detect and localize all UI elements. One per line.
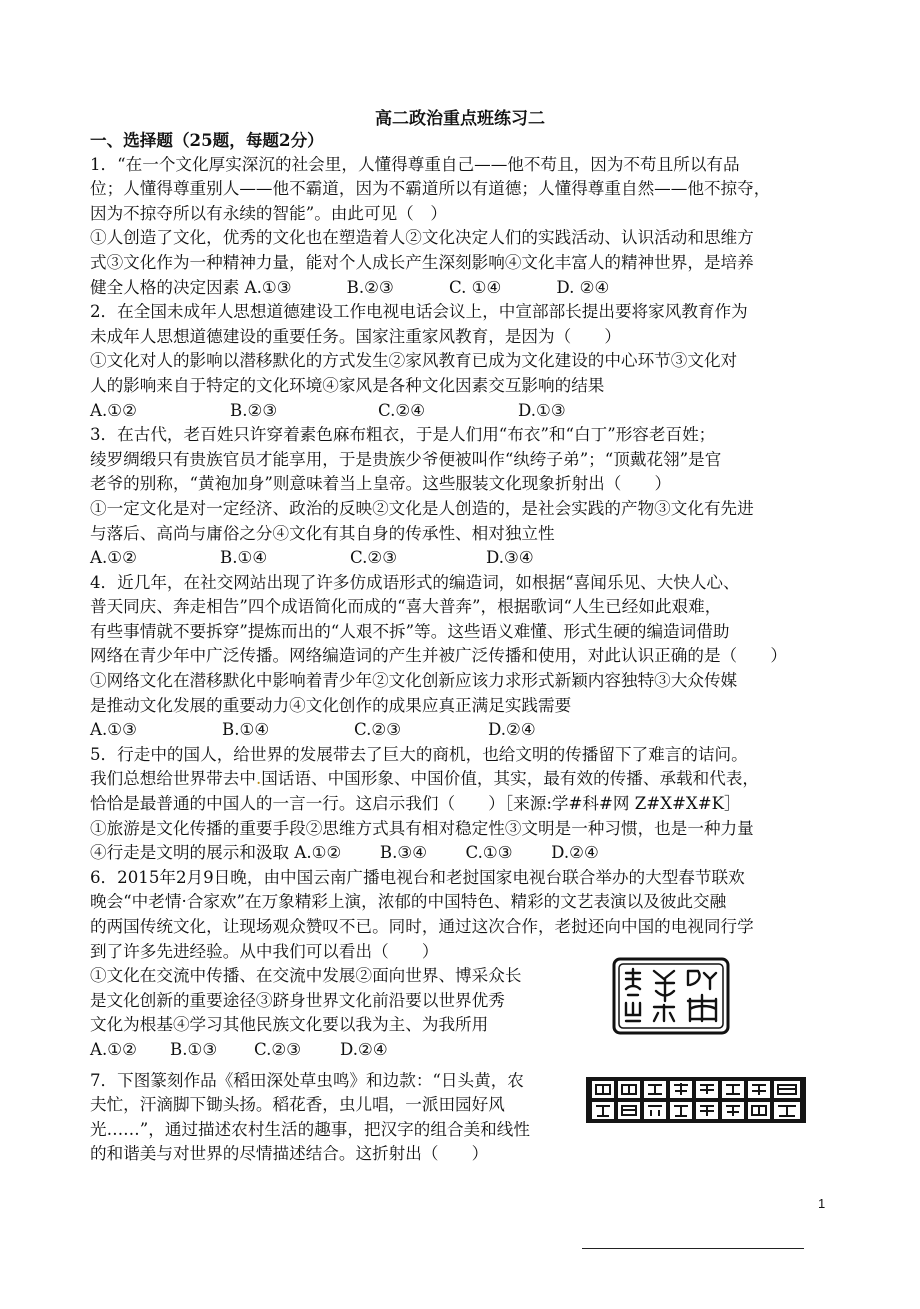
question-text: 夫忙，汗滴脚下锄头扬。稻花香，虫儿唱，一派田园好风 <box>90 1095 505 1115</box>
text-segment: 我们总想给世界带去中 <box>90 769 256 789</box>
question-text: 有些事情就不要拆穿”提炼而出的“人艰不拆”等。这些语义难懂、形式生硬的编造词借助 <box>90 621 730 641</box>
option-d: D.①③ <box>518 400 566 420</box>
answer-options <box>90 1038 830 1063</box>
question-3 <box>90 423 830 571</box>
page-number: 1 <box>818 1196 826 1211</box>
question-text: 恰恰是最普通的中国人的一言一行。这启示我们（ ）［来源:学#科#网 Z#X#X#K］ <box>90 794 741 814</box>
answer-options <box>90 718 830 743</box>
question-1 <box>90 153 830 301</box>
text-segment: 国话语、中国形象、中国价值，其实，最有效的传播、承载和代表， <box>261 769 760 789</box>
question-text: 的两国传统文化，让现场观众赞叹不已。同时，通过这次合作，老挝还向中国的电视同行学 <box>90 917 754 936</box>
question-text: 5．行走中的国人，给世界的发展带去了巨大的商机，也给文明的传播留下了难言的诘问。 <box>90 744 748 764</box>
option-b: B.①④ <box>222 720 270 740</box>
question-5 <box>90 743 830 866</box>
statement-text: ①人创造了文化，优秀的文化也在塑造着人②文化决定人们的实践活动、认识活动和思维方 <box>90 228 754 248</box>
option-d: D.②④ <box>340 1039 388 1059</box>
question-4 <box>90 571 830 743</box>
image-baseline-rule <box>582 1248 804 1249</box>
edit-marker: . <box>255 769 262 789</box>
question-text: 老爷的别称，“黄袍加身”则意味着当上皇帝。这些服装文化现象折射出（ ） <box>90 474 672 494</box>
question-text: 1．“在一个文化厚实深沉的社会里，人懂得尊重自己——他不苟且，因为不苟且所以有品 <box>90 154 740 174</box>
seal-carving-image <box>610 955 732 1037</box>
statement-options-text: ④行走是文明的展示和汲取 A.①② B.③④ C.①③ D.②④ <box>90 843 599 863</box>
question-text: 4．近几年，在社交网站出现了许多仿成语形式的编造词，如根据“喜闻乐见、大快人心、 <box>90 572 740 592</box>
question-text: 绫罗绸缎只有贵族官员才能享用，于是贵族少爷便被叫作“纨绔子弟”；“顶戴花翎”是官 <box>90 449 722 469</box>
question-text: 3．在古代，老百姓只许穿着素色麻布粗衣，于是人们用“布衣”和“白丁”形容老百姓； <box>90 425 716 445</box>
question-text: 6．2015年2月9日晚，由中国云南广播电视台和老挝国家电视台联合举办的大型春节联欢 <box>90 867 745 887</box>
option-c: C.②③ <box>254 1039 302 1059</box>
statement-text: ①文化在交流中传播、在交流中发展②面向世界、博采众长 <box>90 966 522 986</box>
option-b: B.①③ <box>170 1039 218 1059</box>
question-text: 到了许多先进经验。从中我们可以看出（ ） <box>90 941 439 961</box>
option-a: A.①② <box>90 400 138 420</box>
section-heading: 一、选择题（25题，每题2分） <box>90 130 324 150</box>
option-d: D.③④ <box>486 548 534 568</box>
statement-text: 式③文化作为一种精神力量，能对个人成长产生深刻影响④文化丰富人的精神世界，是培养 <box>90 252 754 272</box>
question-text: 因为不掠夺所以有永续的智能”。由此可见（ ） <box>90 203 447 223</box>
option-d: D.②④ <box>488 720 536 740</box>
option-a: A.①③ <box>90 720 138 740</box>
option-a: A.①② <box>90 548 138 568</box>
question-text: 晚会“中老情·合家欢”在万象精彩上演，浓郁的中国特色、精彩的文艺表演以及彼此交融 <box>90 892 727 912</box>
question-text: 的和谐美与对世界的尽情描述结合。这折射出（ ） <box>90 1144 489 1164</box>
option-a: A.①② <box>90 1039 138 1059</box>
question-2 <box>90 300 830 423</box>
statement-text: 是文化创新的重要途径③跻身世界文化前沿要以世界优秀 <box>90 990 505 1010</box>
statement-text: 是推动文化发展的重要动力④文化创作的成果应真正满足实践需要 <box>90 695 572 715</box>
statement-text: 与落后、高尚与庸俗之分④文化有其自身的传承性、相对独立性 <box>90 523 555 543</box>
question-text: 网络在青少年中广泛传播。网络编造词的产生并被广泛传播和使用，对此认识正确的是（ ） <box>90 646 787 666</box>
statement-text: ①网络文化在潜移默化中影响着青少年②文化创新应该力求形式新颖内容独特③大众传媒 <box>90 671 738 691</box>
question-7-text <box>90 1069 590 1167</box>
question-text <box>90 767 830 792</box>
question-text: 位；人懂得尊重别人——他不霸道，因为不霸道所以有道德；人懂得尊重自然——他不掠夺， <box>90 179 771 199</box>
statement-text: ①一定文化是对一定经济、政治的反映②文化是人创造的，是社会实践的产物③文化有先进 <box>90 498 754 518</box>
statement-text: ①旅游是文化传播的重要手段②思维方式具有相对稳定性③文明是一种习惯，也是一种力量 <box>90 818 754 838</box>
question-list <box>90 128 830 1309</box>
question-text: 2．在全国未成年人思想道德建设工作电视电话会议上，中宣部部长提出要将家风教育作为 <box>90 302 748 322</box>
page-title: 高二政治重点班练习二 <box>375 109 545 129</box>
option-c: C.②③ <box>350 548 398 568</box>
question-text: 未成年人思想道德建设的重要任务。国家注重家风教育，是因为（ ） <box>90 326 621 346</box>
option-c: C.②③ <box>354 720 402 740</box>
question-text: 普天同庆、奔走相告”四个成语简化而成的“喜大普奔”，根据歌词“人生已经如此艰难， <box>90 597 722 617</box>
answer-options <box>90 399 830 424</box>
answer-options <box>90 546 830 571</box>
statement-text: 文化为根基④学习其他民族文化要以我为主、为我所用 <box>90 1015 489 1035</box>
statement-text: 人的影响来自于特定的文化环境④家风是各种文化因素交互影响的结果 <box>90 375 605 395</box>
question-text: 7．下图篆刻作品《稻田深处草虫鸣》和边款：“日头黄，农 <box>90 1070 524 1090</box>
question-text: 光……”，通过描述农村生活的趣事，把汉字的组合美和线性 <box>90 1119 530 1139</box>
option-b: B.②③ <box>230 400 278 420</box>
option-b: B.①④ <box>220 548 268 568</box>
side-inscription-image <box>585 1075 807 1127</box>
statement-text: ①文化对人的影响以潜移默化的方式发生②家风教育已成为文化建设的中心环节③文化对 <box>90 351 738 371</box>
statement-options-text: 健全人格的决定因素 A.①③ B.②③ C. ①④ D. ②④ <box>90 277 610 297</box>
option-c: C.②④ <box>378 400 426 420</box>
question-7 <box>90 1063 830 1309</box>
